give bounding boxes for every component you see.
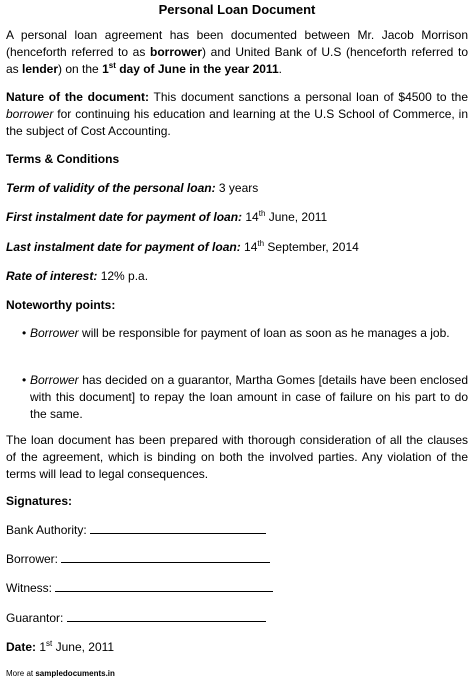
intro-text: ) on the [58,62,103,76]
signature-line[interactable] [67,610,266,622]
bullet-icon: • [22,373,27,387]
intro-paragraph [6,27,468,78]
list-item: • Borrower will be responsible for payment of loan as soon as he manages a job. [22,326,450,340]
signature-witness: Witness: [6,580,273,596]
borrower-term: borrower [150,45,203,59]
terms-heading: Terms & Conditions [6,152,120,166]
document-title: Personal Loan Document [158,2,316,17]
nature-paragraph: Nature of the document: This document sanctions a personal loan of $4500 to the borrower for continuing his education and learning at the U.S School of Commerce, in the subject of Cost Accounting. [6,90,468,138]
term-validity: Term of validity of the personal loan: 3 years [6,181,259,195]
document-date: Date: 1st June, 2011 [6,639,115,654]
nature-label: Nature of the document: [6,90,149,104]
intro-text: A personal loan agreement has been documented between Mr. Jacob Morrison (henceforth referred to as [6,28,468,59]
agreement-date: 1st day of June in the year 2011 [102,61,279,76]
footer-link[interactable]: sampledocuments.in [35,669,115,678]
signature-guarantor: Guarantor: [6,610,266,626]
intro-text: . [278,62,282,76]
noteworthy-heading: Noteworthy points: [6,298,116,312]
signature-line[interactable] [90,522,266,534]
closing-paragraph: The loan document has been prepared with thorough consideration of all the clauses of the agreement, which is binding on both the involved parties. Any violation of the terms will lead to legal consequences. [6,433,468,481]
bullet-icon: • [22,326,27,340]
intro-text: ) and United Bank of U.S (henceforth referred to as [6,45,468,76]
list-item: • Borrower has decided on a guarantor, Martha Gomes [details have been enclosed with this document] to repay the loan amount in case of failure on his part to do the same. [22,373,468,421]
last-instalment: Last instalment date for payment of loan: 14th September, 2014 [6,239,359,254]
lender-term: lender [22,62,59,76]
first-instalment: First instalment date for payment of loan: 14th June, 2011 [6,209,328,224]
signature-borrower: Borrower: [6,551,270,567]
borrower-term: borrower [6,107,54,121]
signature-line[interactable] [61,551,270,563]
signature-line[interactable] [55,580,273,592]
footer: More at sampledocuments.in [6,669,115,678]
signatures-heading: Signatures: [6,494,73,508]
interest-rate: Rate of interest: 12% p.a. [6,269,149,283]
signature-bank: Bank Authority: [6,522,266,538]
